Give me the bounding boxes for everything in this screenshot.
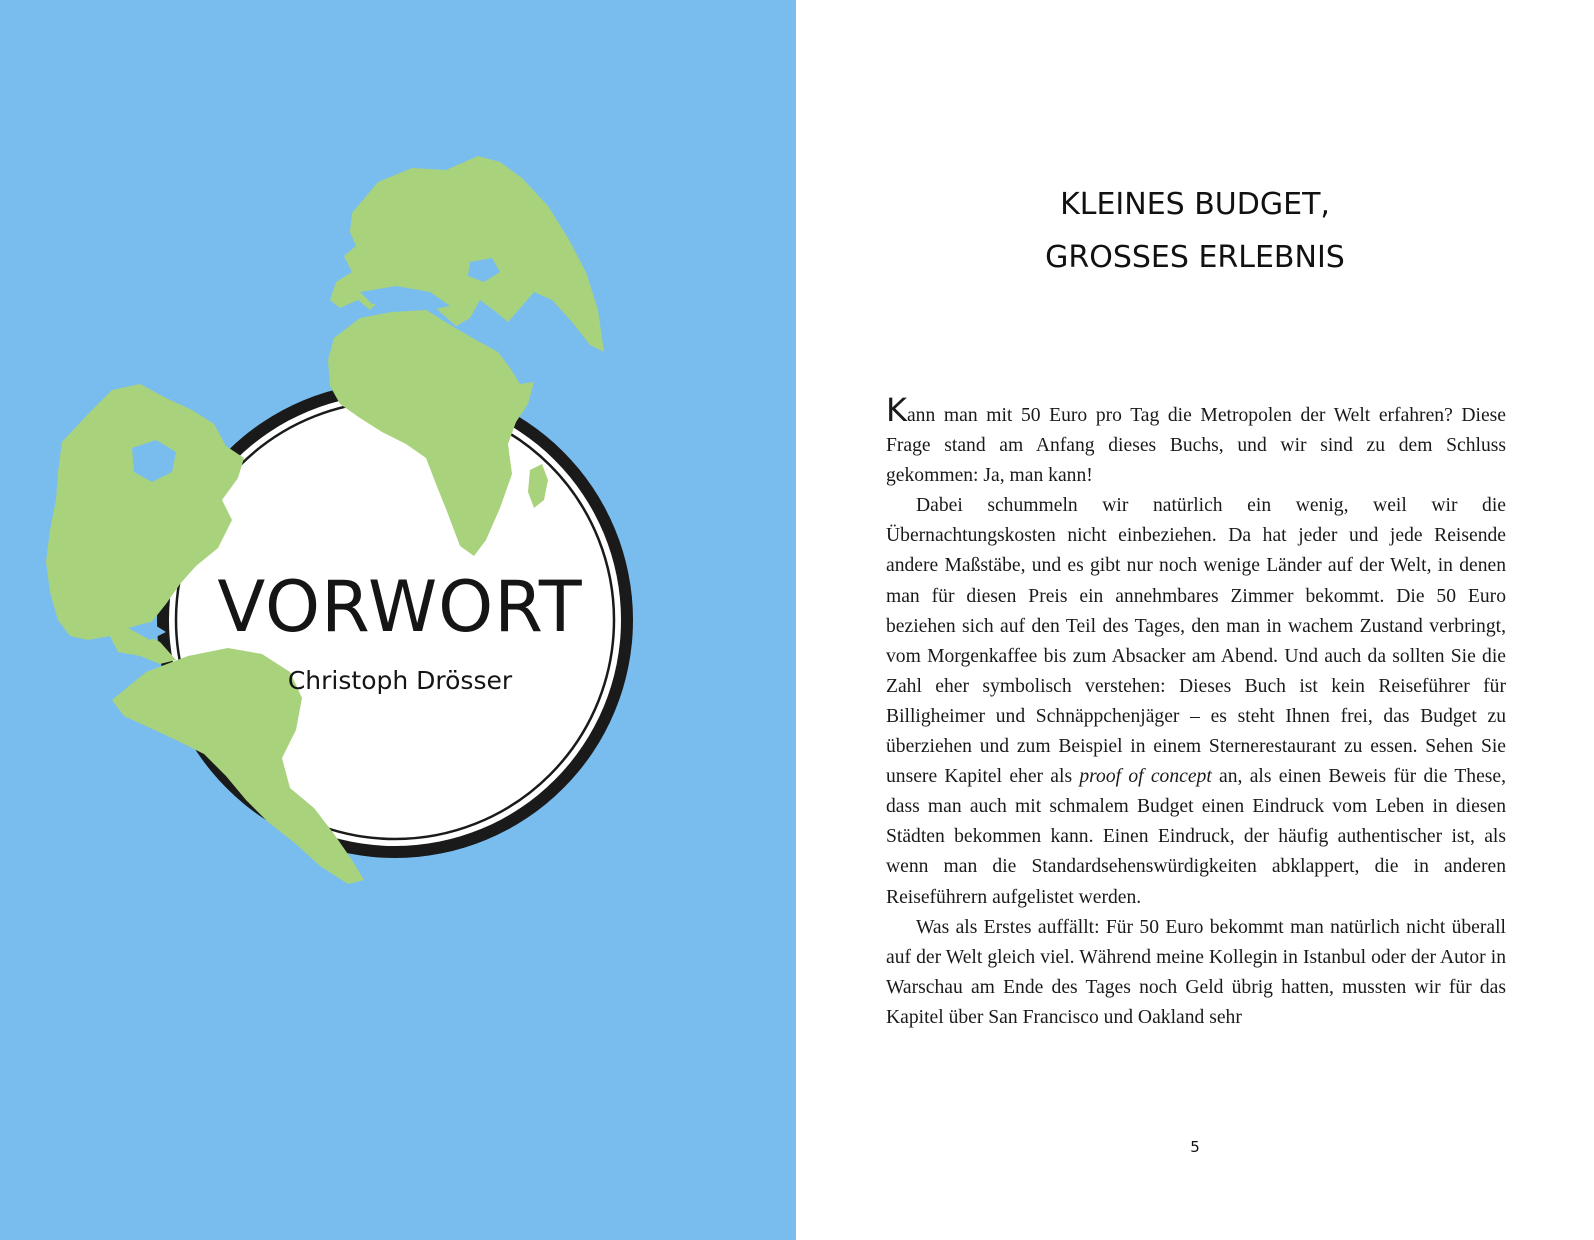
paragraph-2-text-before: Dabei schummeln wir natürlich ein wenig, weil wir die Übernachtungskosten nicht einbeziehen. Da hat jeder und jede Reisende andere Maßstäbe, und es gibt nur noch wenige Länder auf der Welt, in denen man für diesen Preis ein annehmbares Zimmer bekommt. Die 50 Euro beziehen sich auf den Teil des Tages, den man in wachem Zustand verbringt, vom Morgenkaffee bis zum Absacker am Abend. Und auch da sollten Sie die Zahl eher symbolisch verstehen: Dieses Buch ist kein Reiseführer für Billigheimer und Schnäppchenjäger – es steht Ihnen frei, das Budget zu überziehen und zum Beispiel in einem Sternerestaurant zu essen. Sehen Sie unsere Kapitel eher als — [886, 495, 1506, 788]
heading-line-2: GROSSES ERLEBNIS — [1045, 240, 1345, 275]
paragraph-2 — [886, 491, 1506, 912]
body-text — [886, 391, 1507, 1033]
page-number: 5 — [1190, 1138, 1200, 1156]
chapter-heading — [796, 178, 1594, 284]
paragraph-2-text-after: an, als einen Beweis für die These, dass man auch mit schmalem Budget einen Eindruck vom Leben in diesen Städten bekommen kann. Einen Eindruck, der häufig authentischer ist, als wenn man die Standardsehenswürdigkeiten abklappert, die in anderen Reiseführern aufgelistet werden. — [886, 766, 1507, 908]
paragraph-3 — [886, 913, 1506, 1033]
paragraph-1 — [886, 391, 1506, 491]
paragraph-2-italic: proof of concept — [1079, 766, 1212, 788]
heading-line-1: KLEINES BUDGET, — [1060, 187, 1330, 222]
paragraph-1-text: ann man mit 50 Euro pro Tag die Metropolen der Welt erfahren? Diese Frage stand am Anfang dieses Buchs, und wir sind zu dem Schluss gekommen: Ja, man kann! — [886, 405, 1506, 487]
left-page — [0, 0, 796, 1240]
chapter-title: VORWORT — [217, 566, 583, 648]
paragraph-3-text: Was als Erstes auffällt: Für 50 Euro bekommt man natürlich nicht überall auf der Welt gleich viel. Während meine Kollegin in Istanbul oder der Autor in Warschau am Ende des Tages noch Geld übrig hatten, mussten wir für das Kapitel über San Francisco und Oakland sehr — [886, 916, 1506, 1028]
drop-cap: K — [886, 391, 907, 429]
author-name: Christoph Drösser — [287, 666, 513, 695]
right-page — [796, 0, 1594, 1240]
